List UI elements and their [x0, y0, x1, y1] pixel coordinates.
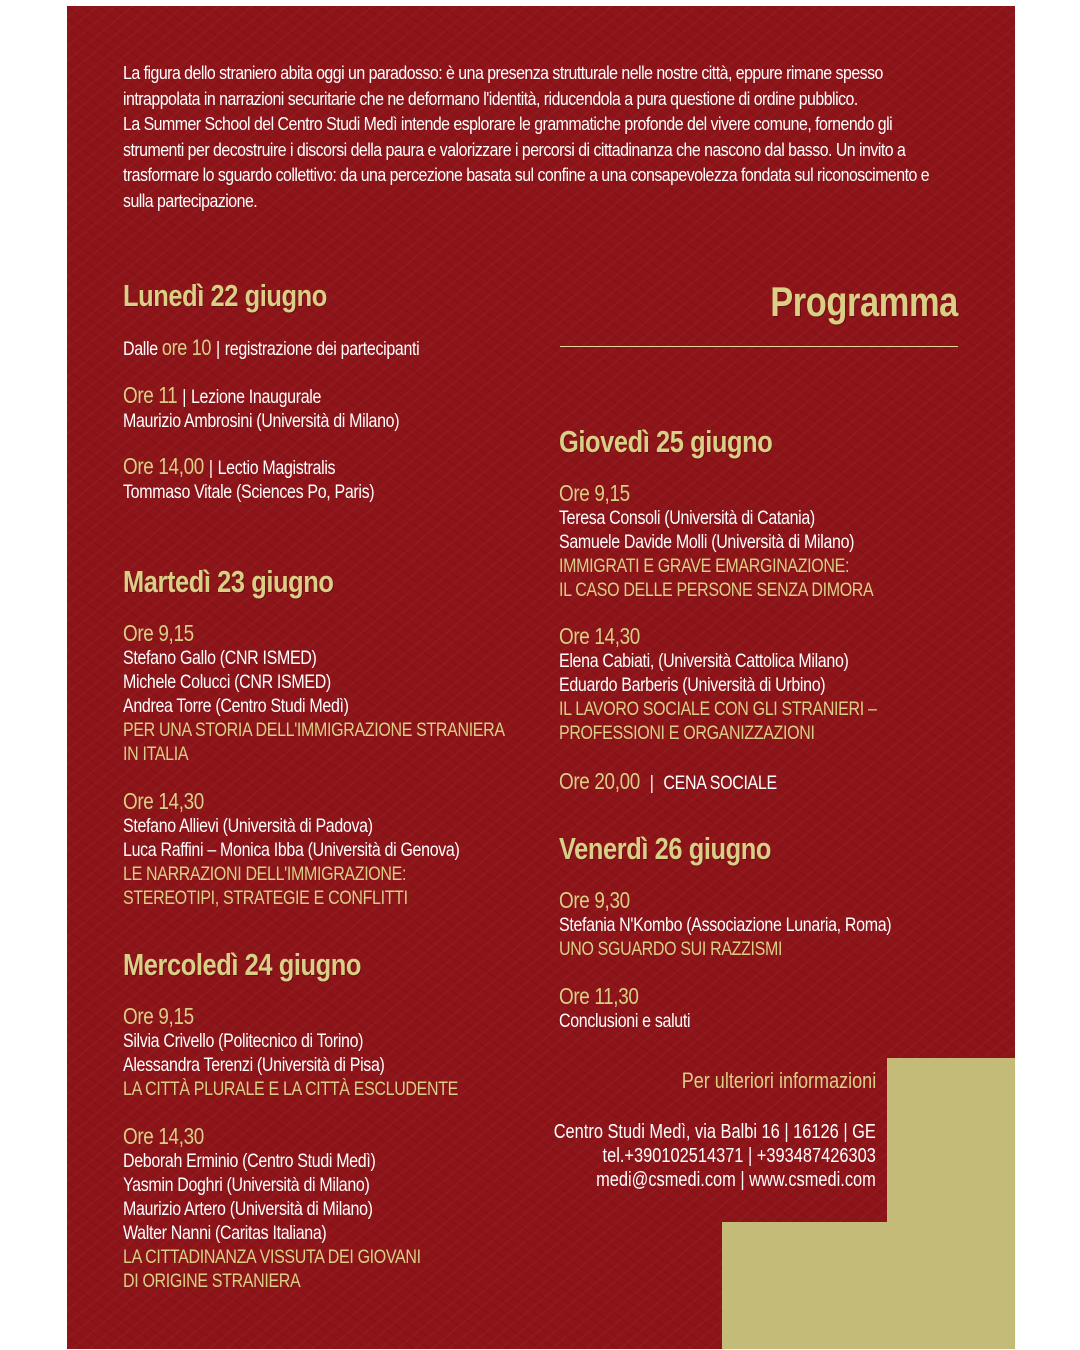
speaker: Teresa Consoli (Università di Catania) [559, 507, 815, 529]
wednesday-session-1: Ore 9,15 Silvia Crivello (Politecnico di Torino) Alessandra Terenzi (Università di Pisa) LA CITTÀ PLURALE E LA CITTÀ ESCLUDENTE [123, 1003, 458, 1100]
decorative-gold-block [722, 1222, 1015, 1349]
day-title-wednesday: Mercoledì 24 giugno [123, 947, 361, 982]
intro-paragraph: La figura dello straniero abita oggi un paradosso: è una presenza strutturale nelle nostre città, eppure rimane spesso intrappolata in narrazioni securitarie che ne deformano l'identità, riducendola a pura questione di ordine pubblico. [123, 62, 883, 109]
speaker: Maurizio Artero (Università di Milano) [123, 1198, 373, 1220]
contact-info [554, 1120, 876, 1192]
day-title-friday: Venerdì 26 giugno [559, 831, 771, 866]
speaker: Yasmin Doghri (Università di Milano) [123, 1174, 370, 1196]
thursday-session-2: Ore 14,30 Elena Cabiati, (Università Cattolica Milano) Eduardo Barberis (Università di Urbino) IL LAVORO SOCIALE CON GLI STRANIERI – PROFESSIONI E ORGANIZZAZIONI [559, 623, 877, 744]
day-title-monday: Lunedì 22 giugno [123, 278, 327, 313]
monday-session-1: Ore 11 | Lezione Inaugurale Maurizio Ambrosini (Università di Milano) [123, 382, 400, 432]
session-topic: LA CITTÀ PLURALE E LA CITTÀ ESCLUDENTE [123, 1078, 458, 1100]
monday-registration: Dalle ore 10 | registrazione dei partecipanti [123, 335, 420, 360]
address: Centro Studi Medì, via Balbi 16 | 16126 | GE [553, 1121, 876, 1143]
speaker: Luca Raffini – Monica Ibba (Università di Genova) [123, 839, 460, 861]
session-topic: UNO SGUARDO SUI RAZZISMI [559, 938, 783, 960]
speaker: Tommaso Vitale (Sciences Po, Paris) [123, 481, 375, 503]
speaker: Maurizio Ambrosini (Università di Milano) [123, 410, 400, 432]
divider [560, 346, 958, 347]
wednesday-session-2: Ore 14,30 Deborah Erminio (Centro Studi Medì) Yasmin Doghri (Università di Milano) Maurizio Artero (Università di Milano) Walter Nanni (Caritas Italiana) LA CITTADINANZA VISSUTA DEI GIOVANI DI ORIGINE STRANIERA [123, 1123, 421, 1292]
speaker: Eduardo Barberis (Università di Urbino) [559, 674, 826, 696]
session-topic: PER UNA STORIA DELL'IMMIGRAZIONE STRANIERA [123, 719, 505, 741]
tuesday-session-1: Ore 9,15 Stefano Gallo (CNR ISMED) Michele Colucci (CNR ISMED) Andrea Torre (Centro Studi Medì) PER UNA STORIA DELL'IMMIGRAZIONE STRANIERA IN ITALIA [123, 620, 505, 765]
intro-paragraph: La Summer School del Centro Studi Medì intende esplorare le grammatiche profonde del vivere comune, fornendo gli strumenti per decostruire i discorsi della paura e valorizzare i percorsi di cittadinanza che nascono dal basso. Un invito a trasformare lo sguardo collettivo: da una percezione basata sul confine a una consapevolezza fondata sul riconoscimento e sulla partecipazione. [123, 113, 930, 211]
session-topic: LA CITTADINANZA VISSUTA DEI GIOVANI [123, 1246, 421, 1268]
session-topic: IN ITALIA [123, 743, 189, 765]
speaker: Alessandra Terenzi (Università di Pisa) [123, 1054, 385, 1076]
phone: tel.+390102514371 | +393487426303 [602, 1145, 876, 1167]
speaker: Silvia Crivello (Politecnico di Torino) [123, 1030, 364, 1052]
thursday-session-1: Ore 9,15 Teresa Consoli (Università di Catania) Samuele Davide Molli (Università di Milano) IMMIGRATI E GRAVE EMARGINAZIONE: IL CASO DELLE PERSONE SENZA DIMORA [559, 480, 874, 601]
speaker: Walter Nanni (Caritas Italiana) [123, 1222, 327, 1244]
session-topic: IL LAVORO SOCIALE CON GLI STRANIERI – [559, 698, 877, 720]
speaker: Samuele Davide Molli (Università di Milano) [559, 531, 855, 553]
session-topic: IMMIGRATI E GRAVE EMARGINAZIONE: [559, 555, 850, 577]
closing-label: Conclusioni e saluti [559, 1010, 691, 1032]
speaker: Stefano Allievi (Università di Padova) [123, 815, 373, 837]
decorative-gold-block [887, 1058, 1015, 1228]
day-title-tuesday: Martedì 23 giugno [123, 564, 334, 599]
speaker: Stefano Gallo (CNR ISMED) [123, 647, 317, 669]
thursday-dinner: Ore 20,00 | CENA SOCIALE [559, 768, 777, 794]
speaker: Deborah Erminio (Centro Studi Medì) [123, 1150, 376, 1172]
speaker: Andrea Torre (Centro Studi Medì) [123, 695, 349, 717]
session-topic: IL CASO DELLE PERSONE SENZA DIMORA [559, 579, 874, 601]
session-topic: DI ORIGINE STRANIERA [123, 1270, 301, 1292]
session-topic: PROFESSIONI E ORGANIZZAZIONI [559, 722, 815, 744]
session-topic: LE NARRAZIONI DELL'IMMIGRAZIONE: [123, 863, 407, 885]
speaker: Elena Cabiati, (Università Cattolica Milano) [559, 650, 849, 672]
day-title-thursday: Giovedì 25 giugno [559, 424, 773, 459]
tuesday-session-2: Ore 14,30 Stefano Allievi (Università di Padova) Luca Raffini – Monica Ibba (Università di Genova) LE NARRAZIONI DELL'IMMIGRAZIONE: STEREOTIPI, STRATEGIE E CONFLITTI [123, 788, 460, 909]
session-topic: STEREOTIPI, STRATEGIE E CONFLITTI [123, 887, 408, 909]
intro-text [123, 60, 953, 213]
poster [67, 6, 1015, 1349]
friday-session-2: Ore 11,30 Conclusioni e saluti [559, 983, 691, 1032]
speaker: Michele Colucci (CNR ISMED) [123, 671, 331, 693]
email-website: medi@csmedi.com | www.csmedi.com [596, 1169, 876, 1191]
program-title: Programma [770, 278, 958, 325]
info-title: Per ulteriori informazioni [681, 1068, 876, 1093]
friday-session-1: Ore 9,30 Stefania N'Kombo (Associazione Lunaria, Roma) UNO SGUARDO SUI RAZZISMI [559, 887, 892, 960]
speaker: Stefania N'Kombo (Associazione Lunaria, Roma) [559, 914, 892, 936]
monday-session-2: Ore 14,00 | Lectio Magistralis Tommaso Vitale (Sciences Po, Paris) [123, 453, 375, 503]
